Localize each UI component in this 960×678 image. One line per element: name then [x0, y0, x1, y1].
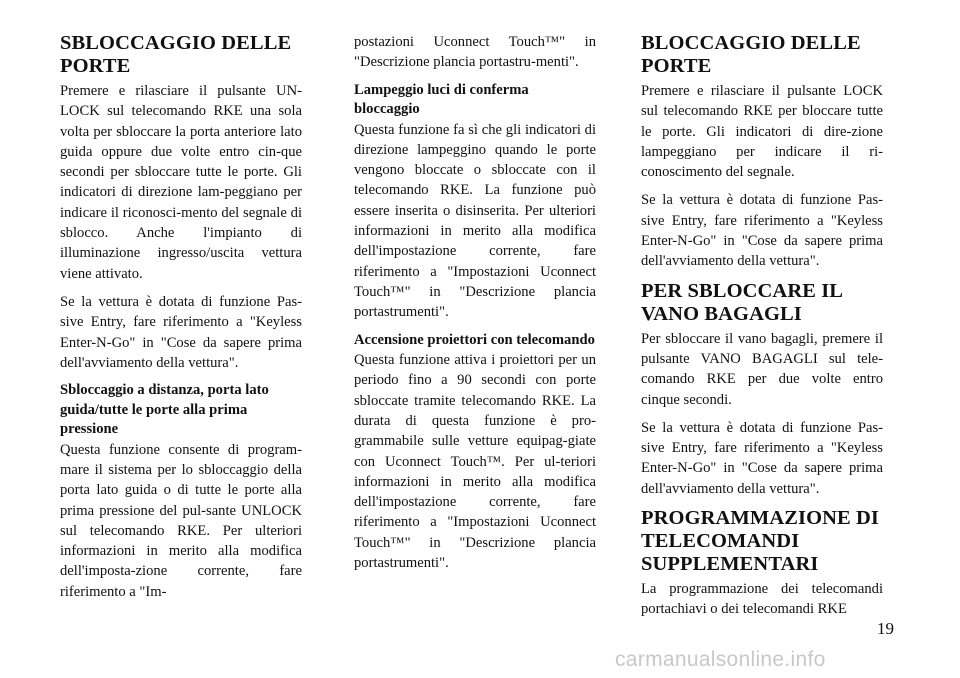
page-number: 19 — [877, 619, 894, 638]
paragraph-flash-lights: Questa funzione fa sì che gli indicatori di direzione lampeggino quando le porte vengono bloccate o sbloccate con il telecomando RKE. La funzione può essere inserita o disinserita. Per ulteriori informazioni in merito alla modifica dell'impostazione corrente, fare riferimento a "Impostazioni Uconnect Touch™" in "Descrizione plancia portastrumenti". — [354, 121, 596, 321]
column-left — [60, 32, 302, 610]
paragraph-passive-entry: Se la vettura è dotata di funzione Pas-sive Entry, fare riferimento a "Keyless Enter-N-Go" in "Cose da sapere prima dell'avviamento della vettura". — [60, 293, 302, 371]
paragraph-trunk-unlock: Per sbloccare il vano bagagli, premere il pulsante VANO BAGAGLI sul tele-comando RKE per due volte entro cinque secondi. — [641, 330, 883, 408]
paragraph-headlights-remote: Questa funzione attiva i proiettori per un periodo fino a 90 secondi con porte sbloccate tramite telecomando RKE. La durata di questa funzione è pro-grammabile sulle vetture equipag-giate con Uconnect Touch™. Per ul-teriori informazioni in merito alla modifica dell'impostazione corrente, fare riferimento a "Impostazioni Uconnect Touch™" in "Descrizione plancia portastrumenti". — [354, 352, 596, 572]
heading-bloccaggio-porte: BLOCCAGGIO DELLE PORTE — [641, 32, 861, 77]
paragraph-remote-unlock: Questa funzione consente di program-mare il sistema per lo sbloccaggio della porta lato guida o di tutte le porte alla prima pressione del pul-sante UNLOCK sul telecomando RKE. Per ulteriori informazioni in merito alla modifica dell'imposta-zione corrente, fare riferimento a "Im- — [60, 441, 302, 600]
paragraph-lock-instructions: Premere e rilasciare il pulsante LOCK sul telecomando RKE per bloccare tutte le porte. Gli indicatori di dire-zione lampeggiano per indicare il ri-conoscimento del segnale. — [641, 83, 883, 181]
subheading-remote-unlock: Sbloccaggio a distanza, porta lato guida/tutte le porte alla prima pressione — [60, 382, 269, 438]
paragraph-programming: La programmazione dei telecomandi portachiavi o dei telecomandi RKE — [641, 581, 883, 618]
paragraph-unlock-instructions: Premere e rilasciare il pulsante UN-LOCK sul telecomando RKE una sola volta per sbloccare la porta anteriore lato guida oppure due volte entro cin-que secondi per sbloccare tutte le porte. Gli indicatori di direzione lam-peggiano per indicare il riconosci-mento del segnale di sblocco. Anche l'impianto di illuminazione ingresso/uscita vettura viene attivato. — [60, 83, 302, 282]
subheading-flash-lights: Lampeggio luci di conferma bloccaggio — [354, 81, 529, 118]
paragraph-passive-entry-3: Se la vettura è dotata di funzione Pas-sive Entry, fare riferimento a "Keyless Enter-N-Go" in "Cose da sapere prima dell'avviamento della vettura". — [641, 419, 883, 497]
heading-vano-bagagli: PER SBLOCCARE IL VANO BAGAGLI — [641, 279, 842, 325]
watermark: carmanualsonline.info — [615, 648, 826, 671]
heading-sbloccaggio-porte: SBLOCCAGGIO DELLE PORTE — [60, 32, 292, 77]
paragraph-continuation: postazioni Uconnect Touch™" in "Descrizione plancia portastru-menti". — [354, 34, 596, 71]
subheading-headlights-remote: Accensione proiettori con telecomando — [354, 331, 595, 348]
column-right — [641, 32, 883, 628]
heading-programmazione: PROGRAMMAZIONE DI TELECOMANDI SUPPLEMENTARI — [641, 507, 880, 576]
paragraph-passive-entry-2: Se la vettura è dotata di funzione Pas-sive Entry, fare riferimento a "Keyless Enter-N-Go" in "Cose da sapere prima dell'avviamento della vettura". — [641, 192, 883, 270]
column-middle — [354, 32, 596, 581]
